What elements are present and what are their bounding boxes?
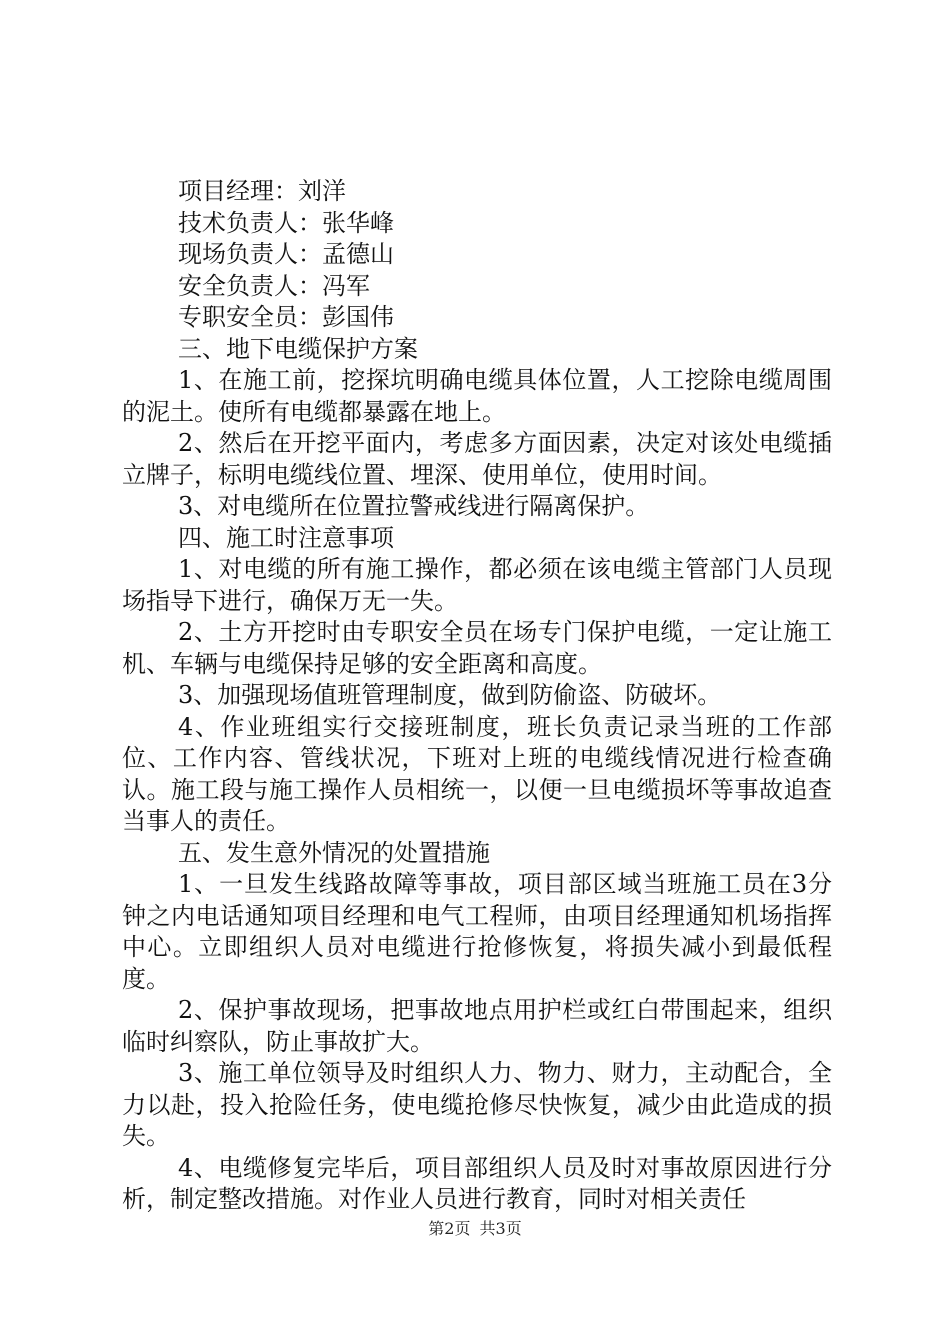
paragraph: 4、作业班组实行交接班制度，班长负责记录当班的工作部位、工作内容、管线状况，下班对上班的电缆线情况进行检查确认。施工段与施工操作人员相统一，以便一旦电缆损坏等事故追查当事人的责任。 — [122, 712, 832, 835]
page-footer — [0, 1216, 950, 1239]
paragraph: 1、对电缆的所有施工操作，都必须在该电缆主管部门人员现场指导下进行，确保万无一失。 — [122, 555, 832, 615]
section-heading: 四、施工时注意事项 — [178, 523, 394, 552]
paragraph: 1、在施工前，挖探坑明确电缆具体位置，人工挖除电缆周围的泥土。使所有电缆都暴露在地上。 — [122, 366, 832, 426]
section-heading: 三、地下电缆保护方案 — [178, 334, 418, 363]
paragraph: 1、一旦发生线路故障等事故，项目部区域当班施工员在3分钟之内电话通知项目经理和电气工程师，由项目经理通知机场指挥中心。立即组织人员对电缆进行抢修恢复，将损失减小到最低程度。 — [122, 870, 832, 993]
paragraph: 3、加强现场值班管理制度，做到防偷盗、防破坏。 — [178, 681, 722, 709]
paragraph: 项目经理：刘洋 — [178, 177, 346, 205]
page-total: 共3页 — [479, 1219, 522, 1238]
section-heading: 五、发生意外情况的处置措施 — [178, 838, 490, 867]
paragraph: 3、对电缆所在位置拉警戒线进行隔离保护。 — [178, 492, 650, 520]
paragraph: 2、保护事故现场，把事故地点用护栏或红白带围起来，组织临时纠察队，防止事故扩大。 — [122, 996, 832, 1056]
paragraph: 3、施工单位领导及时组织人力、物力、财力，主动配合，全力以赴，投入抢险任务，使电缆抢修尽快恢复，减少由此造成的损失。 — [122, 1059, 832, 1150]
document-body — [122, 176, 832, 1216]
paragraph: 2、然后在开挖平面内，考虑多方面因素，决定对该处电缆插立牌子，标明电缆线位置、埋深、使用单位，使用时间。 — [122, 429, 832, 489]
paragraph: 专职安全员：彭国伟 — [178, 303, 394, 331]
paragraph: 2、土方开挖时由专职安全员在场专门保护电缆，一定让施工机、车辆与电缆保持足够的安全距离和高度。 — [122, 618, 832, 678]
paragraph: 技术负责人：张华峰 — [178, 208, 394, 237]
page-number: 第2页 — [428, 1219, 471, 1238]
paragraph: 安全负责人：冯军 — [178, 271, 370, 300]
paragraph: 现场负责人：孟德山 — [178, 240, 394, 268]
paragraph: 4、电缆修复完毕后，项目部组织人员及时对事故原因进行分析，制定整改措施。对作业人员进行教育，同时对相关责任 — [122, 1153, 832, 1213]
